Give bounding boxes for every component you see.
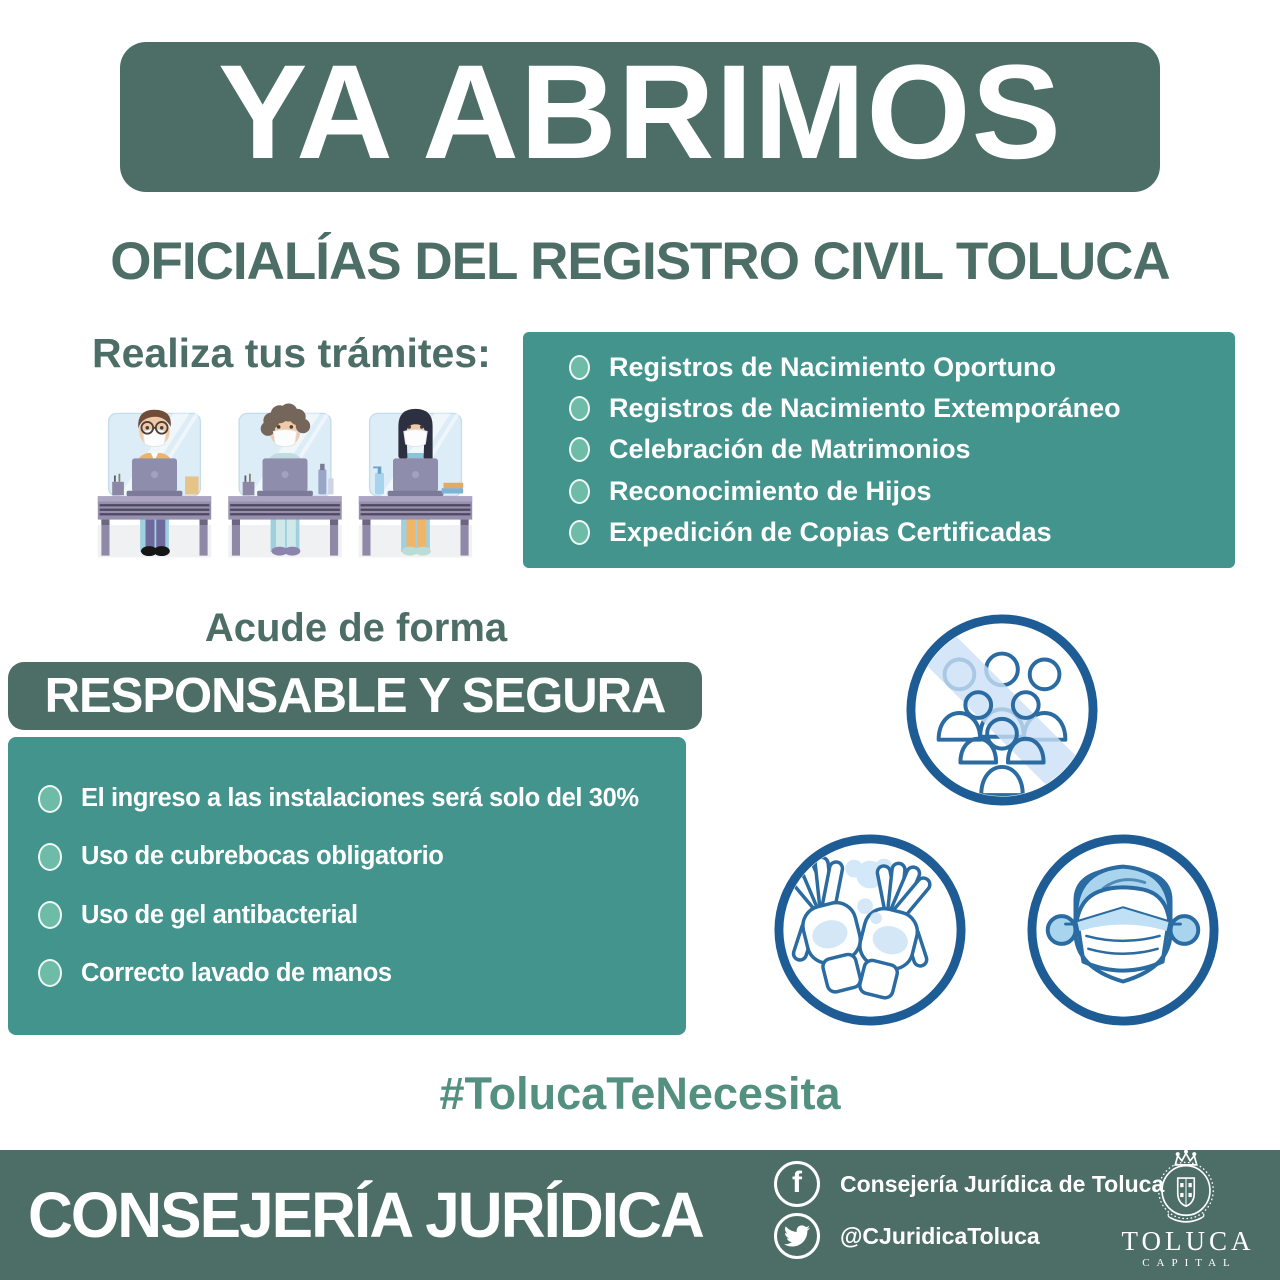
twitter-icon [774, 1213, 820, 1259]
list-item [569, 393, 1221, 424]
facebook-icon: f [774, 1161, 820, 1207]
list-item [38, 842, 672, 871]
face-mask-icon [1024, 831, 1222, 1029]
service-label: Reconocimiento de Hijos [609, 475, 932, 506]
safety-rule-label: El ingreso a las instalaciones será solo del 30% [81, 784, 639, 813]
facebook-label: Consejería Jurídica de Toluca [840, 1170, 1165, 1197]
list-item [569, 476, 1221, 507]
bullet-icon [569, 355, 590, 380]
list-item [38, 959, 672, 988]
bullet-icon [569, 479, 590, 504]
safety-rule-label: Uso de cubrebocas obligatorio [81, 842, 444, 871]
page-subtitle: OFICIALÍAS DEL REGISTRO CIVIL TOLUCA [110, 232, 1170, 291]
bullet-icon [38, 843, 62, 871]
footer-title: CONSEJERÍA JURÍDICA [28, 1179, 703, 1251]
logo-subtitle: CAPITAL [1142, 1257, 1237, 1269]
hand-washing-icon [771, 831, 969, 1029]
twitter-handle: @CJuridicaToluca [840, 1222, 1040, 1249]
list-item [38, 784, 672, 813]
twitter-row [774, 1213, 1040, 1259]
hashtag: #TolucaTeNecesita [439, 1068, 841, 1119]
clerk-male-desk [98, 410, 211, 558]
logo-title: TOLUCA [1121, 1226, 1255, 1256]
no-crowds-icon [903, 611, 1101, 809]
safety-rule-label: Uso de gel antibacterial [81, 900, 358, 929]
toluca-crest-icon [1145, 1150, 1227, 1226]
service-label: Expedición de Copias Certificadas [609, 516, 1052, 547]
safety-banner [8, 662, 702, 730]
bullet-icon [569, 437, 590, 462]
list-item [569, 352, 1221, 383]
main-banner [120, 38, 1160, 192]
safety-intro: Acude de forma [204, 606, 508, 650]
toluca-capital-logo [1121, 1150, 1255, 1280]
clerk-female-desk [359, 409, 472, 558]
bullet-icon [38, 959, 62, 987]
bullet-icon [38, 901, 62, 929]
office-desks-illustration [96, 388, 474, 572]
service-label: Registros de Nacimiento Extemporáneo [609, 393, 1121, 424]
twitter-bird-icon [784, 1223, 810, 1249]
bullet-icon [38, 785, 62, 813]
footer-bar [0, 1150, 1280, 1280]
service-label: Registros de Nacimiento Oportuno [609, 352, 1057, 383]
list-item [38, 901, 672, 930]
safety-rules-box [8, 737, 686, 1035]
list-item [569, 434, 1221, 465]
safety-rule-label: Correcto lavado de manos [81, 958, 392, 987]
facebook-row [774, 1161, 1164, 1207]
tramites-heading: Realiza tus trámites: [92, 330, 491, 376]
page-title: YA ABRIMOS [218, 38, 1062, 187]
clerk-curly-desk [228, 404, 341, 558]
list-item [569, 517, 1221, 548]
services-box [523, 332, 1235, 568]
bullet-icon [569, 396, 590, 421]
bullet-icon [569, 520, 590, 545]
service-label: Celebración de Matrimonios [609, 434, 971, 465]
safety-banner-label: RESPONSABLE Y SEGURA [44, 669, 666, 723]
